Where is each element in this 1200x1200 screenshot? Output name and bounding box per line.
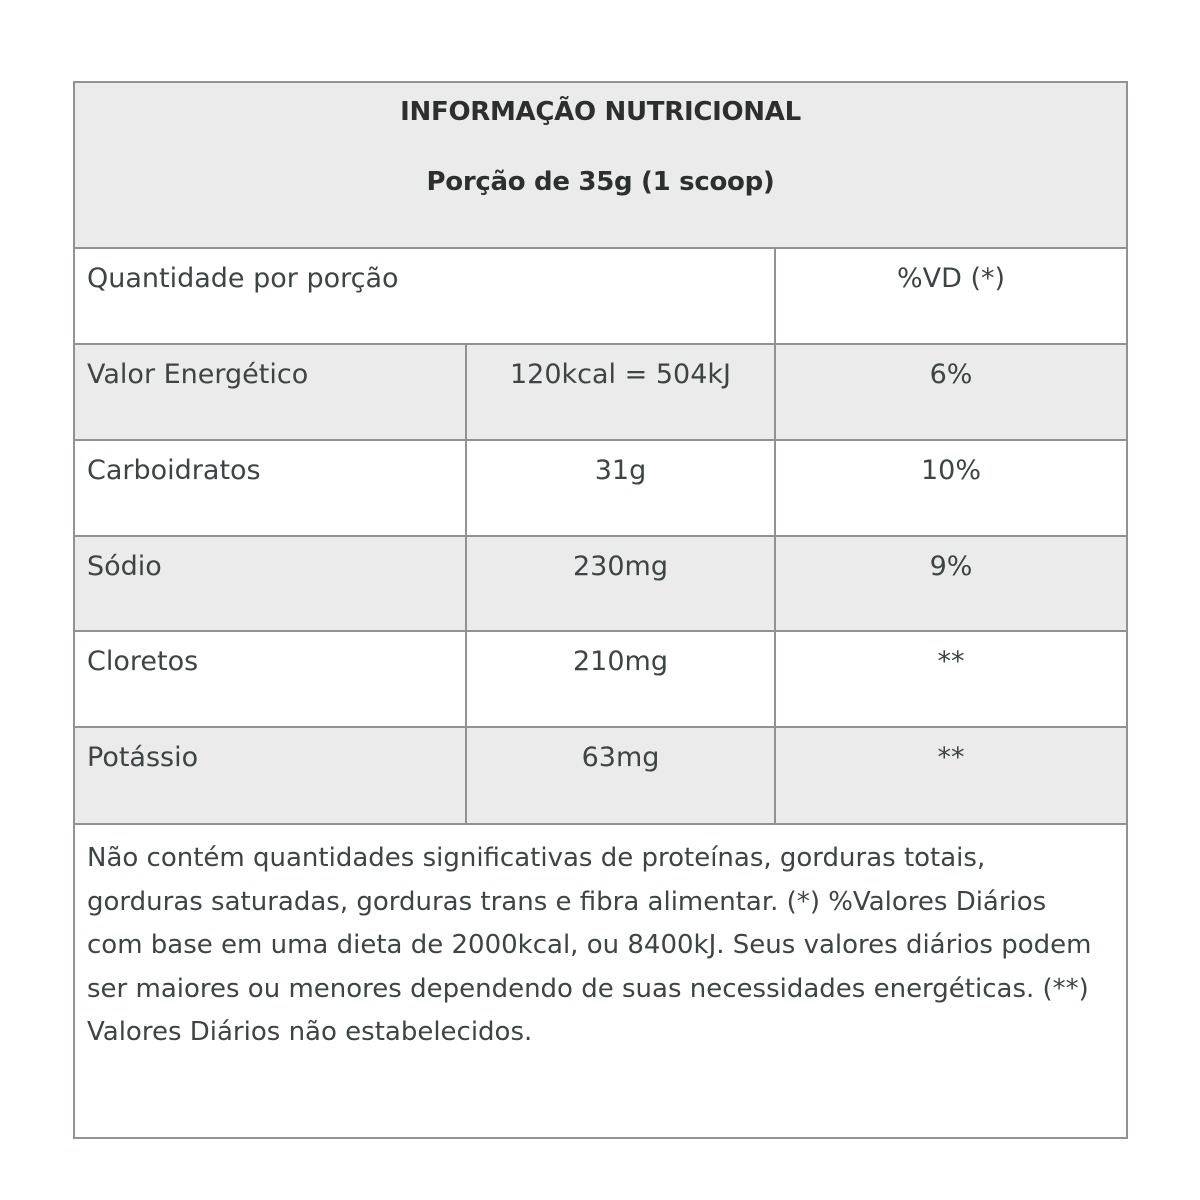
nutrient-amount: 230mg	[467, 537, 776, 630]
column-header-row	[75, 249, 1126, 345]
table-header	[75, 83, 1126, 249]
table-row	[75, 632, 1126, 728]
nutrient-amount: 210mg	[467, 632, 776, 726]
nutrient-amount: 31g	[467, 441, 776, 535]
daily-value-label: %VD (*)	[896, 263, 1006, 294]
nutrient-amount: 120kcal = 504kJ	[467, 345, 776, 439]
table-row	[75, 345, 1126, 441]
nutrient-name: Sódio	[75, 537, 467, 630]
nutrient-daily-value: 9%	[929, 551, 973, 582]
nutrient-name: Cloretos	[75, 632, 467, 726]
amount-per-portion-label: Quantidade por porção	[75, 249, 776, 343]
nutrient-daily-value: **	[937, 742, 965, 773]
nutrient-amount: 63mg	[467, 728, 776, 823]
nutrient-daily-value: 10%	[920, 455, 981, 486]
portion-size: Porção de 35g (1 scoop)	[426, 167, 775, 197]
table-row	[75, 728, 1126, 825]
table-row	[75, 441, 1126, 537]
nutrient-name: Potássio	[75, 728, 467, 823]
nutrient-name: Valor Energético	[75, 345, 467, 439]
nutrient-daily-value: 6%	[929, 359, 973, 390]
table-row	[75, 537, 1126, 632]
nutrition-table	[73, 81, 1128, 1139]
footnote-text: Não contém quantidades significativas de proteínas, gorduras totais, gorduras saturadas, gorduras trans e fibra alimentar. (*) %Valores Diários com base em uma dieta de 2000kcal, ou 8400kJ. Seus valores diários podem ser maiores ou menores dependendo de suas necessidades energéticas. (**) Valores Diários não estabelecidos.	[87, 843, 1092, 1047]
nutrient-name: Carboidratos	[75, 441, 467, 535]
table-title: INFORMAÇÃO NUTRICIONAL	[400, 97, 801, 127]
nutrient-daily-value: **	[937, 646, 965, 677]
